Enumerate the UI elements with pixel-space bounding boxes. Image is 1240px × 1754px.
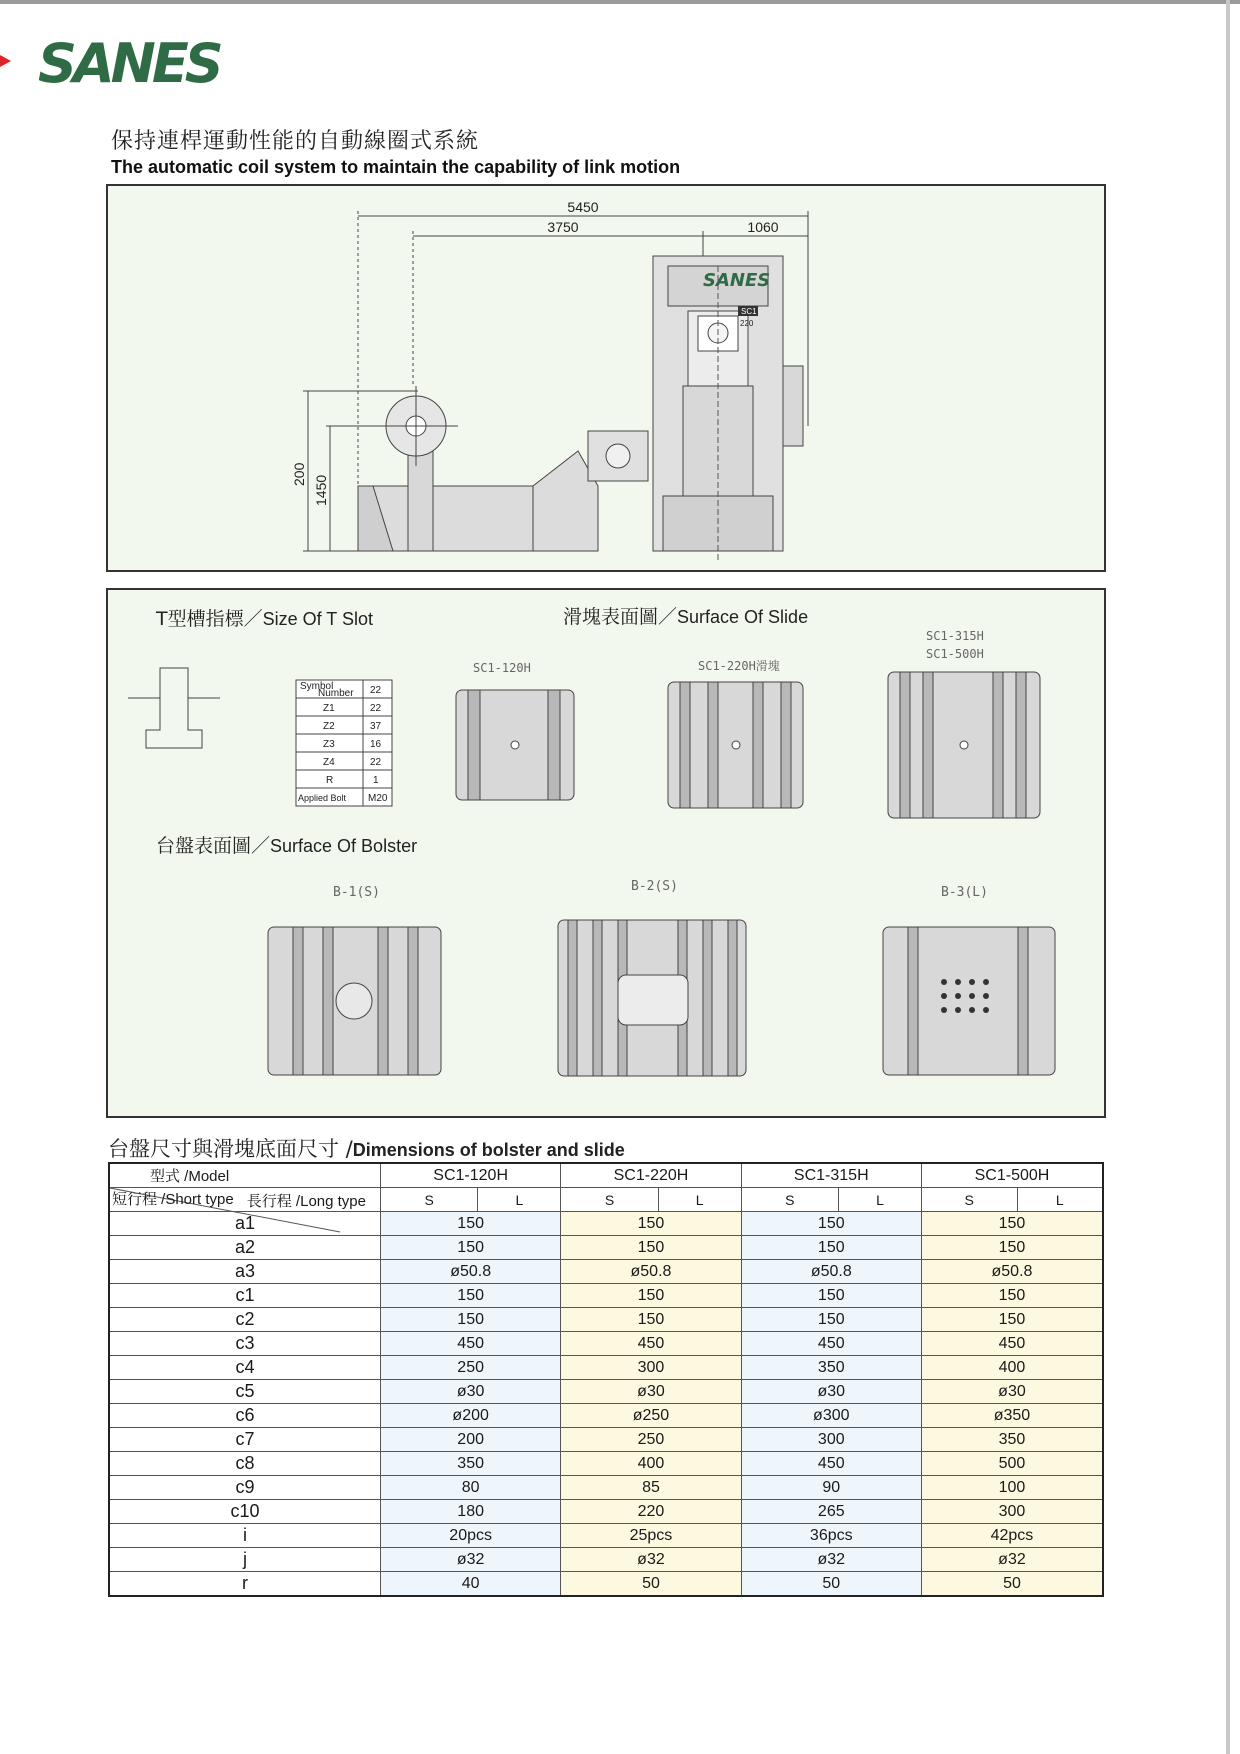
dimensions-title-en: Dimensions of bolster and slide — [352, 1140, 625, 1160]
table-cell: ø30 — [741, 1380, 921, 1404]
bolster-type-label: B-1(S) — [333, 885, 380, 900]
row-label: c10 — [109, 1500, 381, 1524]
table-cell: 20pcs — [381, 1524, 561, 1548]
table-cell: ø30 — [921, 1380, 1103, 1404]
press-machine — [653, 256, 803, 561]
dim-right: 1060 — [747, 219, 779, 235]
table-cell: 150 — [921, 1308, 1103, 1332]
coil-system-drawing — [106, 184, 1106, 572]
table-cell: 85 — [561, 1476, 741, 1500]
table-header-row-models — [109, 1163, 1103, 1188]
tslot-val: 22 — [370, 703, 382, 714]
table-cell: 150 — [381, 1284, 561, 1308]
table-cell: 400 — [561, 1452, 741, 1476]
row-label: a1 — [109, 1212, 381, 1236]
table-cell: 150 — [381, 1308, 561, 1332]
press-model-tag: SC1 — [741, 307, 757, 316]
table-cell: 40 — [381, 1572, 561, 1597]
table-cell: 50 — [921, 1572, 1103, 1597]
s-header: S — [741, 1188, 838, 1212]
table-cell: 450 — [741, 1332, 921, 1356]
tslot-sym: Z2 — [323, 721, 335, 732]
table-cell: 150 — [921, 1212, 1103, 1236]
tslot-title: T型槽指標／Size Of T Slot — [156, 608, 373, 630]
tslot-sym: Applied Bolt — [298, 793, 347, 803]
table-cell: 100 — [921, 1476, 1103, 1500]
table-cell: 150 — [741, 1308, 921, 1332]
long-type-label: 長行程 /Long type — [246, 1193, 366, 1210]
table-cell: 25pcs — [561, 1524, 741, 1548]
table-row — [109, 1452, 1103, 1476]
table-cell: 450 — [921, 1332, 1103, 1356]
table-row — [109, 1428, 1103, 1452]
table-cell: 150 — [561, 1308, 741, 1332]
tslot-header-symbol: Symbol — [300, 681, 334, 692]
table-row — [109, 1236, 1103, 1260]
table-cell: ø32 — [381, 1548, 561, 1572]
stroke-type-cell — [109, 1188, 381, 1212]
table-row — [109, 1260, 1103, 1284]
tslot-sym: Z1 — [323, 703, 335, 714]
tslot-header-value: 22 — [370, 685, 382, 696]
bolster-type-label: B-3(L) — [941, 885, 988, 900]
table-cell: ø50.8 — [381, 1260, 561, 1284]
table-cell: ø300 — [741, 1404, 921, 1428]
table-cell: 250 — [561, 1428, 741, 1452]
table-cell: 150 — [561, 1236, 741, 1260]
page-right-edge — [1226, 0, 1230, 1754]
row-label: c4 — [109, 1356, 381, 1380]
table-cell: 36pcs — [741, 1524, 921, 1548]
table-cell: 265 — [741, 1500, 921, 1524]
table-cell: 450 — [741, 1452, 921, 1476]
table-row — [109, 1476, 1103, 1500]
dimensions-table-body — [109, 1212, 1103, 1597]
title-chinese: 保持連桿運動性能的自動線圈式系統 — [111, 129, 480, 154]
l-header: L — [658, 1188, 741, 1212]
table-cell: 300 — [741, 1428, 921, 1452]
table-cell: 80 — [381, 1476, 561, 1500]
table-cell: 450 — [381, 1332, 561, 1356]
table-cell: 150 — [741, 1284, 921, 1308]
table-cell: ø50.8 — [921, 1260, 1103, 1284]
table-cell: ø32 — [561, 1548, 741, 1572]
table-cell: 150 — [561, 1284, 741, 1308]
bolster-plates — [268, 920, 1055, 1076]
table-cell: 200 — [381, 1428, 561, 1452]
bolster-surface-title: 台盤表面圖／Surface Of Bolster — [156, 835, 418, 857]
short-type-label: 短行程 /Short type — [112, 1191, 234, 1208]
tslot-header-number: Number — [318, 688, 354, 699]
dimensions-title — [108, 1133, 625, 1163]
tslot-val: 22 — [370, 757, 382, 768]
tslot-table — [296, 680, 392, 806]
slide-model-label: SC1-120H — [473, 661, 531, 675]
tslot-val: 16 — [370, 739, 382, 750]
table-cell: 180 — [381, 1500, 561, 1524]
row-label: c1 — [109, 1284, 381, 1308]
row-label: c3 — [109, 1332, 381, 1356]
table-header-row-stroke — [109, 1188, 1103, 1212]
table-row — [109, 1500, 1103, 1524]
table-row — [109, 1308, 1103, 1332]
dim-overall: 5450 — [567, 199, 599, 215]
table-row — [109, 1548, 1103, 1572]
table-cell: ø350 — [921, 1404, 1103, 1428]
s-header: S — [561, 1188, 658, 1212]
model-header: SC1-315H — [741, 1163, 921, 1188]
table-cell: 150 — [921, 1236, 1103, 1260]
table-cell: 300 — [921, 1500, 1103, 1524]
press-model-num: 220 — [740, 319, 754, 328]
l-header: L — [478, 1188, 561, 1212]
table-cell: ø30 — [561, 1380, 741, 1404]
table-cell: 150 — [741, 1212, 921, 1236]
dimensions-title-zh: 台盤尺寸與滑塊底面尺寸 / — [108, 1137, 353, 1161]
bolster-type-label: B-2(S) — [631, 879, 678, 894]
tslot-sym: Z3 — [323, 739, 335, 750]
table-row — [109, 1332, 1103, 1356]
title-english: The automatic coil system to maintain the capability of link motion — [111, 157, 681, 177]
table-row — [109, 1380, 1103, 1404]
dim-left: 3750 — [547, 219, 579, 235]
s-header: S — [381, 1188, 478, 1212]
sanes-logo — [38, 32, 220, 95]
table-cell: ø50.8 — [741, 1260, 921, 1284]
table-cell: 300 — [561, 1356, 741, 1380]
row-label: a3 — [109, 1260, 381, 1284]
table-cell: 50 — [741, 1572, 921, 1597]
model-label: 型式 /Model — [109, 1163, 381, 1188]
slide-model-label: SC1-500H — [926, 647, 984, 661]
table-cell: 150 — [561, 1212, 741, 1236]
table-cell: ø50.8 — [561, 1260, 741, 1284]
table-row — [109, 1356, 1103, 1380]
surface-drawings-panel — [106, 588, 1106, 1118]
tslot-val: 37 — [370, 721, 382, 732]
slide-plates — [456, 672, 1040, 818]
l-header: L — [1017, 1188, 1103, 1212]
uncoiler-machine — [358, 386, 648, 551]
l-header: L — [839, 1188, 922, 1212]
table-row — [109, 1572, 1103, 1597]
tslot-sym: Z4 — [323, 757, 335, 768]
model-header: SC1-120H — [381, 1163, 561, 1188]
tslot-profile — [128, 668, 220, 748]
s-header: S — [921, 1188, 1017, 1212]
table-cell: 150 — [381, 1236, 561, 1260]
row-label: i — [109, 1524, 381, 1548]
row-label: j — [109, 1548, 381, 1572]
table-cell: 150 — [921, 1284, 1103, 1308]
model-header: SC1-220H — [561, 1163, 741, 1188]
row-label: c2 — [109, 1308, 381, 1332]
table-cell: ø32 — [921, 1548, 1103, 1572]
table-cell: ø30 — [381, 1380, 561, 1404]
table-cell: 50 — [561, 1572, 741, 1597]
table-cell: 150 — [381, 1212, 561, 1236]
row-label: c8 — [109, 1452, 381, 1476]
table-cell: 500 — [921, 1452, 1103, 1476]
table-cell: 250 — [381, 1356, 561, 1380]
table-cell: ø200 — [381, 1404, 561, 1428]
page-top-edge — [0, 0, 1240, 4]
row-label: c9 — [109, 1476, 381, 1500]
tslot-val: M20 — [368, 793, 388, 804]
row-label: a2 — [109, 1236, 381, 1260]
row-label: c6 — [109, 1404, 381, 1428]
row-label: c7 — [109, 1428, 381, 1452]
slide-surface-title: 滑塊表面圖／Surface Of Slide — [563, 606, 809, 628]
table-row — [109, 1404, 1103, 1428]
table-cell: 450 — [561, 1332, 741, 1356]
table-cell: 150 — [741, 1236, 921, 1260]
row-label: c5 — [109, 1380, 381, 1404]
table-cell: 350 — [921, 1428, 1103, 1452]
logo-text: SANES — [38, 32, 220, 95]
tslot-sym: R — [326, 775, 334, 786]
table-row — [109, 1284, 1103, 1308]
table-cell: 400 — [921, 1356, 1103, 1380]
table-row — [109, 1524, 1103, 1548]
row-label: r — [109, 1572, 381, 1597]
tslot-val: 1 — [373, 775, 379, 786]
slide-model-label: SC1-315H — [926, 629, 984, 643]
table-cell: 42pcs — [921, 1524, 1103, 1548]
table-cell: ø250 — [561, 1404, 741, 1428]
table-cell: ø32 — [741, 1548, 921, 1572]
table-cell: 350 — [381, 1452, 561, 1476]
table-cell: 220 — [561, 1500, 741, 1524]
table-cell: 350 — [741, 1356, 921, 1380]
table-cell: 90 — [741, 1476, 921, 1500]
dimensions-table — [108, 1162, 1104, 1597]
dim-height-200: 200 — [291, 462, 307, 486]
slide-model-label: SC1-220H滑塊 — [698, 659, 780, 673]
model-header: SC1-500H — [921, 1163, 1103, 1188]
red-arrow-marker — [0, 55, 11, 67]
dim-height-1450: 1450 — [313, 474, 329, 506]
press-logo: SANES — [703, 270, 771, 291]
